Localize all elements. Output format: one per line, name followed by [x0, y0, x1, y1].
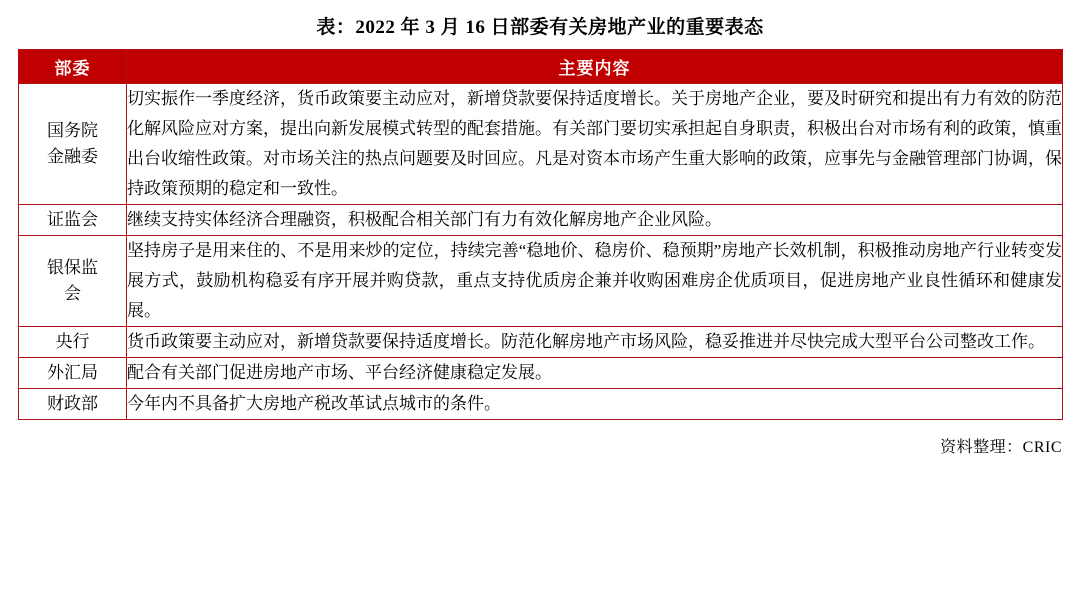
content-text: 切实振作一季度经济，货币政策要主动应对，新增贷款要保持适度增长。关于房地产企业，要及时研究和提出有力有效的防范化解风险应对方案，提出向新发展模式转型的配套措施。有关部门要切实承担起自身职责，积极出台对市场有利的政策，慎重出台收缩性政策。对市场关注的热点问题要及时回应。凡是对资本市场产生重大影响的政策，应事先与金融管理部门协调，保持政策预期的稳定和一致性。: [127, 89, 1062, 198]
table-row: [19, 358, 1063, 389]
cell-content: [127, 327, 1063, 358]
column-header-content: 主要内容: [127, 50, 1063, 84]
department-name-line: 国务院: [47, 121, 98, 140]
department-name-line: 会: [64, 284, 81, 303]
department-name-line: 央行: [55, 332, 90, 351]
cell-content: [127, 205, 1063, 236]
cell-content: [127, 236, 1063, 327]
column-header-department: 部委: [19, 50, 127, 84]
department-name-line: 银保监: [47, 258, 98, 277]
table-row: [19, 389, 1063, 420]
source-note: 资料整理：CRIC: [940, 439, 1062, 456]
department-name-line: 财政部: [47, 394, 98, 413]
table-row: [19, 327, 1063, 358]
table-header-row: [19, 50, 1063, 84]
department-name-line: 金融委: [47, 147, 98, 166]
cell-department: [19, 84, 127, 205]
content-text: 配合有关部门促进房地产市场、平台经济健康稳定发展。: [127, 363, 552, 382]
cell-department: [19, 389, 127, 420]
content-text: 今年内不具备扩大房地产税改革试点城市的条件。: [127, 394, 501, 413]
cell-department: [19, 205, 127, 236]
page-title: 表：2022 年 3 月 16 日部委有关房地产业的重要表态: [316, 17, 764, 38]
table-row: [19, 236, 1063, 327]
cell-content: [127, 358, 1063, 389]
cell-department: [19, 358, 127, 389]
content-text: 继续支持实体经济合理融资，积极配合相关部门有力有效化解房地产企业风险。: [127, 210, 722, 229]
content-text: 坚持房子是用来住的、不是用来炒的定位，持续完善“稳地价、稳房价、稳预期”房地产长效机制，积极推动房地产行业转变发展方式，鼓励机构稳妥有序开展并购贷款，重点支持优质房企兼并收购困难房企优质项目，促进房地产业良性循环和健康发展。: [127, 241, 1062, 320]
cell-department: [19, 236, 127, 327]
policy-statements-table: [18, 49, 1063, 420]
department-name-line: 外汇局: [47, 363, 98, 382]
cell-department: [19, 327, 127, 358]
cell-content: [127, 84, 1063, 205]
content-text: 货币政策要主动应对，新增贷款要保持适度增长。防范化解房地产市场风险，稳妥推进并尽快完成大型平台公司整改工作。: [127, 332, 1045, 351]
cell-content: [127, 389, 1063, 420]
table-row: [19, 84, 1063, 205]
department-name-line: 证监会: [47, 210, 98, 229]
table-row: [19, 205, 1063, 236]
